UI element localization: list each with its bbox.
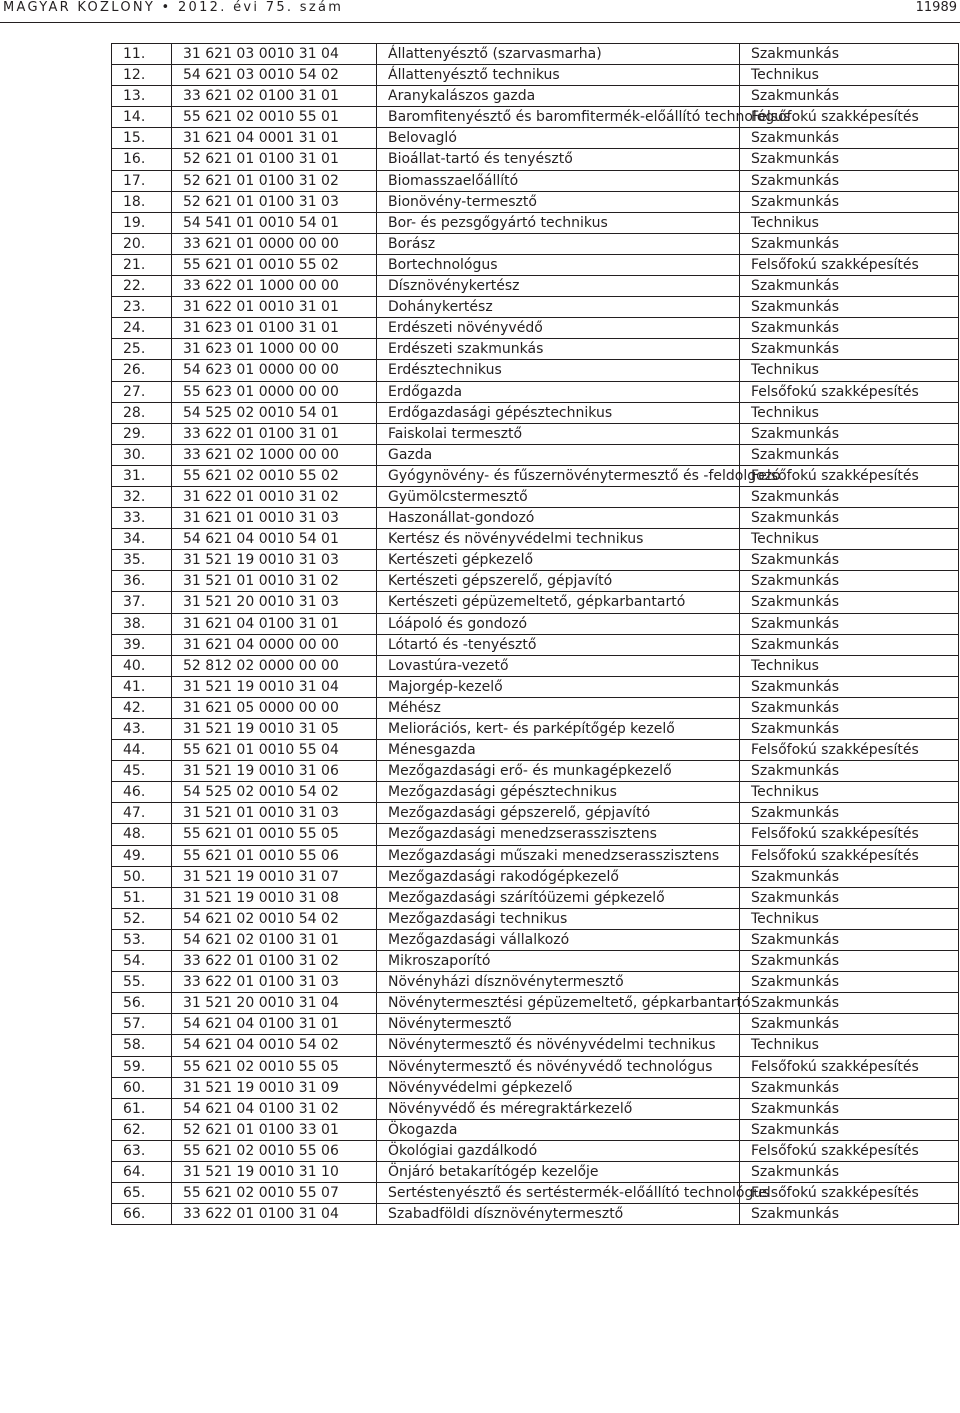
table-row [112,276,959,297]
qualification-name: Borász [377,233,740,254]
row-number: 47. [112,803,172,824]
qualification-code: 31 521 19 0010 31 09 [172,1077,377,1098]
table-row [112,929,959,950]
qualification-code: 54 541 01 0010 54 01 [172,212,377,233]
qualification-code: 31 623 01 0100 31 01 [172,318,377,339]
qualification-level: Szakmunkás [740,1098,959,1119]
table-row [112,170,959,191]
table-row [112,529,959,550]
table-row [112,655,959,676]
row-number: 19. [112,212,172,233]
row-number: 59. [112,1056,172,1077]
table-row [112,1014,959,1035]
qualification-name: Mezőgazdasági rakodógépkezelő [377,866,740,887]
qualification-code: 55 623 01 0000 00 00 [172,381,377,402]
row-number: 57. [112,1014,172,1035]
table-row [112,951,959,972]
qualification-code: 31 521 19 0010 31 06 [172,761,377,782]
qualification-level: Szakmunkás [740,1119,959,1140]
table-row [112,65,959,86]
row-number: 28. [112,402,172,423]
row-number: 13. [112,86,172,107]
qualification-code: 54 525 02 0010 54 01 [172,402,377,423]
qualification-name: Növénytermesztő [377,1014,740,1035]
qualification-name: Mezőgazdasági erő- és munkagépkezelő [377,761,740,782]
qualification-code: 54 621 04 0100 31 01 [172,1014,377,1035]
row-number: 17. [112,170,172,191]
row-number: 21. [112,254,172,275]
table-row [112,887,959,908]
qualification-name: Erdőgazdasági gépésztechnikus [377,402,740,423]
table-row [112,191,959,212]
qualification-code: 31 621 04 0000 00 00 [172,634,377,655]
table-row [112,233,959,254]
qualification-level: Szakmunkás [740,339,959,360]
row-number: 43. [112,719,172,740]
qualification-code: 55 621 01 0010 55 04 [172,740,377,761]
row-number: 25. [112,339,172,360]
qualification-name: Haszonállat-gondozó [377,508,740,529]
qualification-level: Szakmunkás [740,233,959,254]
qualification-code: 31 621 05 0000 00 00 [172,697,377,718]
qualification-code: 55 621 01 0010 55 06 [172,845,377,866]
qualification-level: Felsőfokú szakképesítés [740,254,959,275]
qualification-code: 31 521 19 0010 31 04 [172,676,377,697]
table-row [112,318,959,339]
qualification-level: Felsőfokú szakképesítés [740,1056,959,1077]
qualification-code: 52 621 01 0100 31 03 [172,191,377,212]
qualification-level: Felsőfokú szakképesítés [740,1183,959,1204]
row-number: 22. [112,276,172,297]
qualification-level: Szakmunkás [740,972,959,993]
row-number: 45. [112,761,172,782]
qualification-code: 33 621 02 1000 00 00 [172,444,377,465]
row-number: 31. [112,465,172,486]
table-row [112,423,959,444]
qualification-code: 55 621 02 0010 55 07 [172,1183,377,1204]
qualification-level: Szakmunkás [740,191,959,212]
table-row [112,908,959,929]
qualification-code: 54 623 01 0000 00 00 [172,360,377,381]
qualification-code: 31 621 04 0100 31 01 [172,613,377,634]
table-row [112,86,959,107]
table-row [112,1204,959,1225]
qualification-name: Növényvédelmi gépkezelő [377,1077,740,1098]
row-number: 29. [112,423,172,444]
qualification-name: Ökogazda [377,1119,740,1140]
qualification-level: Szakmunkás [740,993,959,1014]
qualification-code: 31 521 01 0010 31 03 [172,803,377,824]
table-row [112,697,959,718]
qualification-code: 31 621 04 0001 31 01 [172,128,377,149]
qualification-code: 52 621 01 0100 31 02 [172,170,377,191]
table-row [112,465,959,486]
qualification-name: Gazda [377,444,740,465]
qualification-level: Szakmunkás [740,1161,959,1182]
qualification-name: Mezőgazdasági műszaki menedzserasszisztens [377,845,740,866]
row-number: 60. [112,1077,172,1098]
table-row [112,1056,959,1077]
qualification-name: Kertész és növényvédelmi technikus [377,529,740,550]
row-number: 61. [112,1098,172,1119]
table-row [112,993,959,1014]
row-number: 58. [112,1035,172,1056]
qualification-code: 33 621 02 0100 31 01 [172,86,377,107]
qualification-level: Szakmunkás [740,297,959,318]
qualification-name: Mezőgazdasági szárítóüzemi gépkezelő [377,887,740,908]
qualification-level: Szakmunkás [740,86,959,107]
qualification-name: Mezőgazdasági gépésztechnikus [377,782,740,803]
qualification-code: 54 621 04 0010 54 02 [172,1035,377,1056]
table-row [112,297,959,318]
qualification-name: Lótartó és -tenyésztő [377,634,740,655]
table-row [112,571,959,592]
table-row [112,803,959,824]
qualification-code: 54 621 02 0100 31 01 [172,929,377,950]
qualification-level: Technikus [740,782,959,803]
qualification-code: 31 621 03 0010 31 04 [172,44,377,65]
table-row [112,719,959,740]
table-body [112,44,959,1225]
row-number: 37. [112,592,172,613]
qualification-code: 31 521 19 0010 31 08 [172,887,377,908]
table-row [112,444,959,465]
table-row [112,761,959,782]
row-number: 55. [112,972,172,993]
qualification-level: Felsőfokú szakképesítés [740,740,959,761]
table-row [112,1119,959,1140]
qualification-level: Szakmunkás [740,44,959,65]
qualification-code: 31 623 01 1000 00 00 [172,339,377,360]
row-number: 35. [112,550,172,571]
qualification-level: Technikus [740,1035,959,1056]
row-number: 18. [112,191,172,212]
table-row [112,149,959,170]
qualification-code: 31 521 19 0010 31 10 [172,1161,377,1182]
qualification-level: Szakmunkás [740,170,959,191]
row-number: 15. [112,128,172,149]
row-number: 27. [112,381,172,402]
qualification-level: Felsőfokú szakképesítés [740,1140,959,1161]
row-number: 62. [112,1119,172,1140]
qualification-name: Lóápoló és gondozó [377,613,740,634]
qualification-level: Technikus [740,402,959,423]
qualification-code: 52 812 02 0000 00 00 [172,655,377,676]
qualification-name: Állattenyésztő technikus [377,65,740,86]
qualification-level: Felsőfokú szakképesítés [740,845,959,866]
page-number: 11989 [915,0,957,15]
qualification-level: Szakmunkás [740,149,959,170]
table-row [112,44,959,65]
qualification-level: Szakmunkás [740,929,959,950]
qualification-name: Aranykalászos gazda [377,86,740,107]
qualification-code: 33 622 01 1000 00 00 [172,276,377,297]
table-row [112,824,959,845]
qualification-level: Technikus [740,908,959,929]
qualification-level: Felsőfokú szakképesítés [740,381,959,402]
qualification-code: 52 621 01 0100 33 01 [172,1119,377,1140]
qualification-code: 31 521 01 0010 31 02 [172,571,377,592]
qualification-name: Faiskolai termesztő [377,423,740,444]
qualification-code: 31 521 19 0010 31 03 [172,550,377,571]
qualification-name: Majorgép-kezelő [377,676,740,697]
qualification-name: Biomasszaelőállító [377,170,740,191]
qualification-code: 54 621 04 0100 31 02 [172,1098,377,1119]
qualification-name: Belovagló [377,128,740,149]
qualification-level: Szakmunkás [740,508,959,529]
table-row [112,402,959,423]
row-number: 12. [112,65,172,86]
qualification-code: 54 621 02 0010 54 02 [172,908,377,929]
qualification-name: Bor- és pezsgőgyártó technikus [377,212,740,233]
row-number: 46. [112,782,172,803]
table-row [112,740,959,761]
qualification-code: 54 621 04 0010 54 01 [172,529,377,550]
qualification-name: Bortechnológus [377,254,740,275]
table-row [112,845,959,866]
qualification-level: Felsőfokú szakképesítés [740,465,959,486]
row-number: 52. [112,908,172,929]
qualification-level: Technikus [740,655,959,676]
qualification-name: Ménesgazda [377,740,740,761]
qualification-code: 54 525 02 0010 54 02 [172,782,377,803]
table-row [112,360,959,381]
qualification-level: Szakmunkás [740,887,959,908]
qualification-level: Szakmunkás [740,486,959,507]
qualification-name: Mezőgazdasági gépszerelő, gépjavító [377,803,740,824]
qualifications-table [111,43,959,1225]
qualification-level: Szakmunkás [740,550,959,571]
qualification-name: Méhész [377,697,740,718]
qualification-name: Bioállat-tartó és tenyésztő [377,149,740,170]
table-row [112,550,959,571]
row-number: 34. [112,529,172,550]
row-number: 64. [112,1161,172,1182]
qualification-code: 31 621 01 0010 31 03 [172,508,377,529]
qualification-name: Kertészeti gépszerelő, gépjavító [377,571,740,592]
qualification-name: Erdészeti növényvédő [377,318,740,339]
qualification-name: Kertészeti gépüzemeltető, gépkarbantartó [377,592,740,613]
qualification-level: Technikus [740,65,959,86]
qualification-name: Önjáró betakarítógép kezelője [377,1161,740,1182]
row-number: 16. [112,149,172,170]
table-row [112,1161,959,1182]
row-number: 50. [112,866,172,887]
table-row [112,339,959,360]
qualification-code: 55 621 02 0010 55 06 [172,1140,377,1161]
row-number: 51. [112,887,172,908]
qualification-level: Szakmunkás [740,1077,959,1098]
qualification-level: Szakmunkás [740,571,959,592]
qualification-level: Szakmunkás [740,318,959,339]
qualification-code: 33 622 01 0100 31 01 [172,423,377,444]
table-row [112,866,959,887]
row-number: 65. [112,1183,172,1204]
table-row [112,254,959,275]
qualification-code: 33 622 01 0100 31 04 [172,1204,377,1225]
qualification-code: 31 521 19 0010 31 07 [172,866,377,887]
table-row [112,1098,959,1119]
qualification-level: Technikus [740,212,959,233]
row-number: 11. [112,44,172,65]
qualification-level: Felsőfokú szakképesítés [740,824,959,845]
qualification-name: Bionövény-termesztő [377,191,740,212]
table-row [112,634,959,655]
qualification-name: Dohánykertész [377,297,740,318]
journal-title: MAGYAR KÖZLÖNY • 2012. évi 75. szám [3,0,344,15]
table-row [112,972,959,993]
table-row [112,1183,959,1204]
qualification-name: Ökológiai gazdálkodó [377,1140,740,1161]
qualification-name: Növényvédő és méregraktárkezelő [377,1098,740,1119]
row-number: 40. [112,655,172,676]
row-number: 54. [112,951,172,972]
qualification-name: Állattenyésztő (szarvasmarha) [377,44,740,65]
qualification-name: Meliorációs, kert- és parképítőgép kezelő [377,719,740,740]
qualification-level: Szakmunkás [740,719,959,740]
table-row [112,486,959,507]
qualification-code: 33 622 01 0100 31 02 [172,951,377,972]
qualification-code: 33 622 01 0100 31 03 [172,972,377,993]
row-number: 33. [112,508,172,529]
table-row [112,1077,959,1098]
qualification-level: Szakmunkás [740,803,959,824]
qualification-name: Kertészeti gépkezelő [377,550,740,571]
qualification-name: Gyümölcstermesztő [377,486,740,507]
qualification-code: 52 621 01 0100 31 01 [172,149,377,170]
table-row [112,782,959,803]
table-row [112,592,959,613]
table-row [112,212,959,233]
row-number: 41. [112,676,172,697]
row-number: 14. [112,107,172,128]
qualification-level: Szakmunkás [740,423,959,444]
qualification-name: Növénytermesztő és növényvédelmi technikus [377,1035,740,1056]
table-row [112,107,959,128]
qualification-level: Szakmunkás [740,697,959,718]
qualification-name: Dísznövénykertész [377,276,740,297]
qualification-level: Szakmunkás [740,951,959,972]
table-row [112,128,959,149]
qualification-name: Erdésztechnikus [377,360,740,381]
table-row [112,676,959,697]
qualification-code: 55 621 01 0010 55 05 [172,824,377,845]
qualification-name: Baromfitenyésztő és baromfitermék-előállító technológus [377,107,740,128]
row-number: 20. [112,233,172,254]
qualification-code: 55 621 02 0010 55 02 [172,465,377,486]
qualification-level: Szakmunkás [740,444,959,465]
qualification-code: 31 521 20 0010 31 04 [172,993,377,1014]
qualification-name: Mezőgazdasági technikus [377,908,740,929]
row-number: 63. [112,1140,172,1161]
qualification-name: Gyógynövény- és fűszernövénytermesztő és -feldolgozó [377,465,740,486]
row-number: 42. [112,697,172,718]
qualification-level: Szakmunkás [740,676,959,697]
qualification-code: 55 621 02 0010 55 01 [172,107,377,128]
qualification-name: Mikroszaporító [377,951,740,972]
qualification-name: Erdőgazda [377,381,740,402]
qualification-level: Szakmunkás [740,128,959,149]
row-number: 53. [112,929,172,950]
qualification-name: Lovastúra-vezető [377,655,740,676]
table-row [112,1035,959,1056]
qualification-code: 55 621 01 0010 55 02 [172,254,377,275]
qualification-code: 33 621 01 0000 00 00 [172,233,377,254]
qualification-level: Felsőfokú szakképesítés [740,107,959,128]
qualification-level: Szakmunkás [740,276,959,297]
row-number: 44. [112,740,172,761]
page-header [0,0,960,23]
qualification-name: Sertéstenyésztő és sertéstermék-előállító technológus [377,1183,740,1204]
qualification-level: Szakmunkás [740,1204,959,1225]
qualification-name: Növénytermesztő és növényvédő technológus [377,1056,740,1077]
qualification-level: Szakmunkás [740,1014,959,1035]
qualification-level: Szakmunkás [740,592,959,613]
row-number: 66. [112,1204,172,1225]
row-number: 56. [112,993,172,1014]
qualification-level: Szakmunkás [740,761,959,782]
row-number: 32. [112,486,172,507]
qualification-name: Szabadföldi dísznövénytermesztő [377,1204,740,1225]
qualification-name: Növénytermesztési gépüzemeltető, gépkarbantartó [377,993,740,1014]
qualification-code: 31 622 01 0010 31 02 [172,486,377,507]
table-row [112,381,959,402]
qualification-name: Mezőgazdasági vállalkozó [377,929,740,950]
row-number: 48. [112,824,172,845]
row-number: 39. [112,634,172,655]
row-number: 24. [112,318,172,339]
row-number: 30. [112,444,172,465]
qualification-code: 54 621 03 0010 54 02 [172,65,377,86]
table-row [112,613,959,634]
row-number: 26. [112,360,172,381]
qualification-name: Erdészeti szakmunkás [377,339,740,360]
table-row [112,1140,959,1161]
qualification-level: Szakmunkás [740,613,959,634]
qualification-level: Technikus [740,360,959,381]
qualification-level: Szakmunkás [740,866,959,887]
row-number: 23. [112,297,172,318]
qualification-name: Mezőgazdasági menedzserasszisztens [377,824,740,845]
qualification-code: 55 621 02 0010 55 05 [172,1056,377,1077]
row-number: 49. [112,845,172,866]
row-number: 36. [112,571,172,592]
row-number: 38. [112,613,172,634]
qualification-name: Növényházi dísznövénytermesztő [377,972,740,993]
qualification-level: Technikus [740,529,959,550]
qualification-code: 31 521 19 0010 31 05 [172,719,377,740]
qualification-level: Szakmunkás [740,634,959,655]
table-row [112,508,959,529]
qualification-code: 31 622 01 0010 31 01 [172,297,377,318]
qualification-code: 31 521 20 0010 31 03 [172,592,377,613]
